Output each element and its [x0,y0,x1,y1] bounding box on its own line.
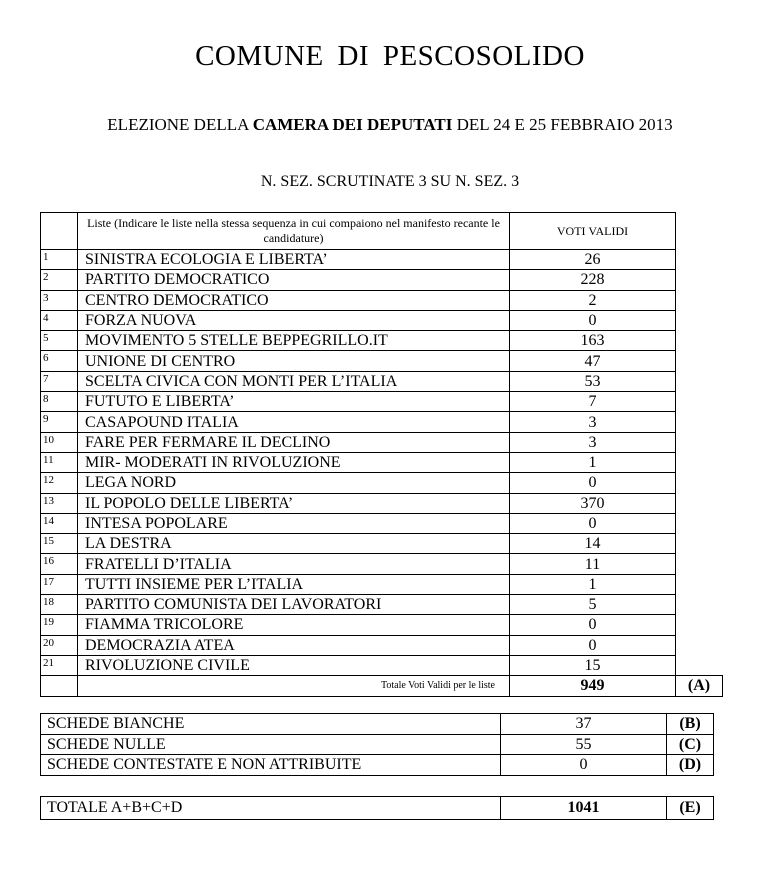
list-votes: 47 [510,351,676,371]
row-blank-cell [676,331,723,351]
totale-tag: (E) [667,797,714,820]
list-votes: 14 [510,534,676,554]
row-blank-cell [676,452,723,472]
schede-row [41,755,714,776]
table-row [41,513,723,533]
list-name: UNIONE DI CENTRO [78,351,510,371]
list-votes: 0 [510,615,676,635]
list-name: MIR- MODERATI IN RIVOLUZIONE [78,452,510,472]
table-row [41,655,723,675]
row-blank-cell [676,310,723,330]
list-name: TUTTI INSIEME PER L’ITALIA [78,574,510,594]
list-votes: 3 [510,412,676,432]
row-blank-cell [676,250,723,270]
list-name: PARTITO COMUNISTA DEI LAVORATORI [78,595,510,615]
row-blank-cell [676,554,723,574]
row-blank-cell [676,615,723,635]
table-row [41,554,723,574]
lists-votes-table [40,212,723,697]
row-blank-cell [676,371,723,391]
schede-tag: (B) [667,714,714,735]
row-blank-cell [676,635,723,655]
totale-row [41,797,714,820]
row-number: 21 [41,655,78,675]
list-votes: 0 [510,473,676,493]
list-name: FARE PER FERMARE IL DECLINO [78,432,510,452]
totale-label: TOTALE A+B+C+D [41,797,501,820]
table-row [41,574,723,594]
row-number: 12 [41,473,78,493]
list-votes: 370 [510,493,676,513]
list-name: LA DESTRA [78,534,510,554]
row-blank-cell [676,513,723,533]
row-number: 17 [41,574,78,594]
row-number: 19 [41,615,78,635]
schede-label: SCHEDE NULLE [41,734,501,755]
table-row [41,250,723,270]
list-name: IL POPOLO DELLE LIBERTA’ [78,493,510,513]
row-blank-cell [676,432,723,452]
total-num-cell [41,676,78,696]
row-blank-cell [676,595,723,615]
table-row [41,635,723,655]
table-row [41,534,723,554]
list-votes: 228 [510,270,676,290]
header-voti-cell: VOTI VALIDI [510,213,676,250]
list-votes: 0 [510,635,676,655]
table-row [41,392,723,412]
table-row [41,493,723,513]
row-number: 20 [41,635,78,655]
row-number: 10 [41,432,78,452]
election-prefix: ELEZIONE DELLA [107,115,253,134]
election-subtitle [0,115,780,135]
row-number: 13 [41,493,78,513]
list-name: CASAPOUND ITALIA [78,412,510,432]
table-row [41,595,723,615]
list-name: DEMOCRAZIA ATEA [78,635,510,655]
table-row [41,351,723,371]
list-name: RIVOLUZIONE CIVILE [78,655,510,675]
row-number: 4 [41,310,78,330]
row-blank-cell [676,290,723,310]
table-row [41,432,723,452]
row-number: 3 [41,290,78,310]
schede-value: 55 [501,734,667,755]
total-valid-row [41,676,723,696]
list-votes: 11 [510,554,676,574]
row-blank-cell [676,412,723,432]
list-votes: 5 [510,595,676,615]
list-name: FRATELLI D’ITALIA [78,554,510,574]
list-votes: 26 [510,250,676,270]
totale-value: 1041 [501,797,667,820]
election-date: DEL 24 E 25 FEBBRAIO 2013 [452,115,673,134]
list-name: SCELTA CIVICA CON MONTI PER L’ITALIA [78,371,510,391]
row-number: 15 [41,534,78,554]
list-votes: 1 [510,574,676,594]
list-name: PARTITO DEMOCRATICO [78,270,510,290]
schede-row [41,734,714,755]
list-votes: 0 [510,513,676,533]
list-name: MOVIMENTO 5 STELLE BEPPEGRILLO.IT [78,331,510,351]
list-name: FUTUTO E LIBERTA’ [78,392,510,412]
row-number: 7 [41,371,78,391]
row-number: 9 [41,412,78,432]
table-row [41,452,723,472]
table-row [41,331,723,351]
row-blank-cell [676,351,723,371]
list-name: CENTRO DEMOCRATICO [78,290,510,310]
table-row [41,412,723,432]
page-title: COMUNE DI PESCOSOLIDO [195,40,585,72]
row-number: 11 [41,452,78,472]
header-liste-cell: Liste (Indicare le liste nella stessa sequenza in cui compaiono nel manifesto recante le candidature) [78,213,510,250]
schede-label: SCHEDE CONTESTATE E NON ATTRIBUITE [41,755,501,776]
row-number: 6 [41,351,78,371]
list-votes: 1 [510,452,676,472]
table-header-row [41,213,723,250]
schede-tag: (D) [667,755,714,776]
list-votes: 53 [510,371,676,391]
row-number: 16 [41,554,78,574]
schede-row [41,714,714,735]
row-number: 5 [41,331,78,351]
row-blank-cell [676,270,723,290]
list-votes: 0 [510,310,676,330]
totale-table [40,796,714,820]
schede-value: 0 [501,755,667,776]
sections-scrutinized: N. SEZ. SCRUTINATE 3 SU N. SEZ. 3 [260,173,520,190]
schede-value: 37 [501,714,667,735]
table-row [41,290,723,310]
row-blank-cell [676,534,723,554]
list-votes: 3 [510,432,676,452]
list-name: SINISTRA ECOLOGIA E LIBERTA’ [78,250,510,270]
election-chamber: CAMERA DEI DEPUTATI [252,115,453,134]
row-number: 14 [41,513,78,533]
header-num-cell [41,213,78,250]
header-blank-cell [676,213,723,250]
row-blank-cell [676,473,723,493]
list-votes: 2 [510,290,676,310]
total-valid-label: Totale Voti Validi per le liste [78,676,510,696]
list-votes: 163 [510,331,676,351]
table-row [41,270,723,290]
list-name: LEGA NORD [78,473,510,493]
list-votes: 15 [510,655,676,675]
row-blank-cell [676,655,723,675]
schede-table [40,713,714,776]
schede-label: SCHEDE BIANCHE [41,714,501,735]
row-number: 2 [41,270,78,290]
list-name: INTESA POPOLARE [78,513,510,533]
list-name: FORZA NUOVA [78,310,510,330]
row-blank-cell [676,392,723,412]
row-number: 8 [41,392,78,412]
table-row [41,615,723,635]
row-blank-cell [676,574,723,594]
table-row [41,473,723,493]
table-row [41,371,723,391]
row-blank-cell [676,493,723,513]
total-valid-value: 949 [510,676,676,696]
list-votes: 7 [510,392,676,412]
row-number: 1 [41,250,78,270]
list-name: FIAMMA TRICOLORE [78,615,510,635]
table-row [41,310,723,330]
schede-tag: (C) [667,734,714,755]
row-number: 18 [41,595,78,615]
total-valid-tag: (A) [676,676,723,696]
